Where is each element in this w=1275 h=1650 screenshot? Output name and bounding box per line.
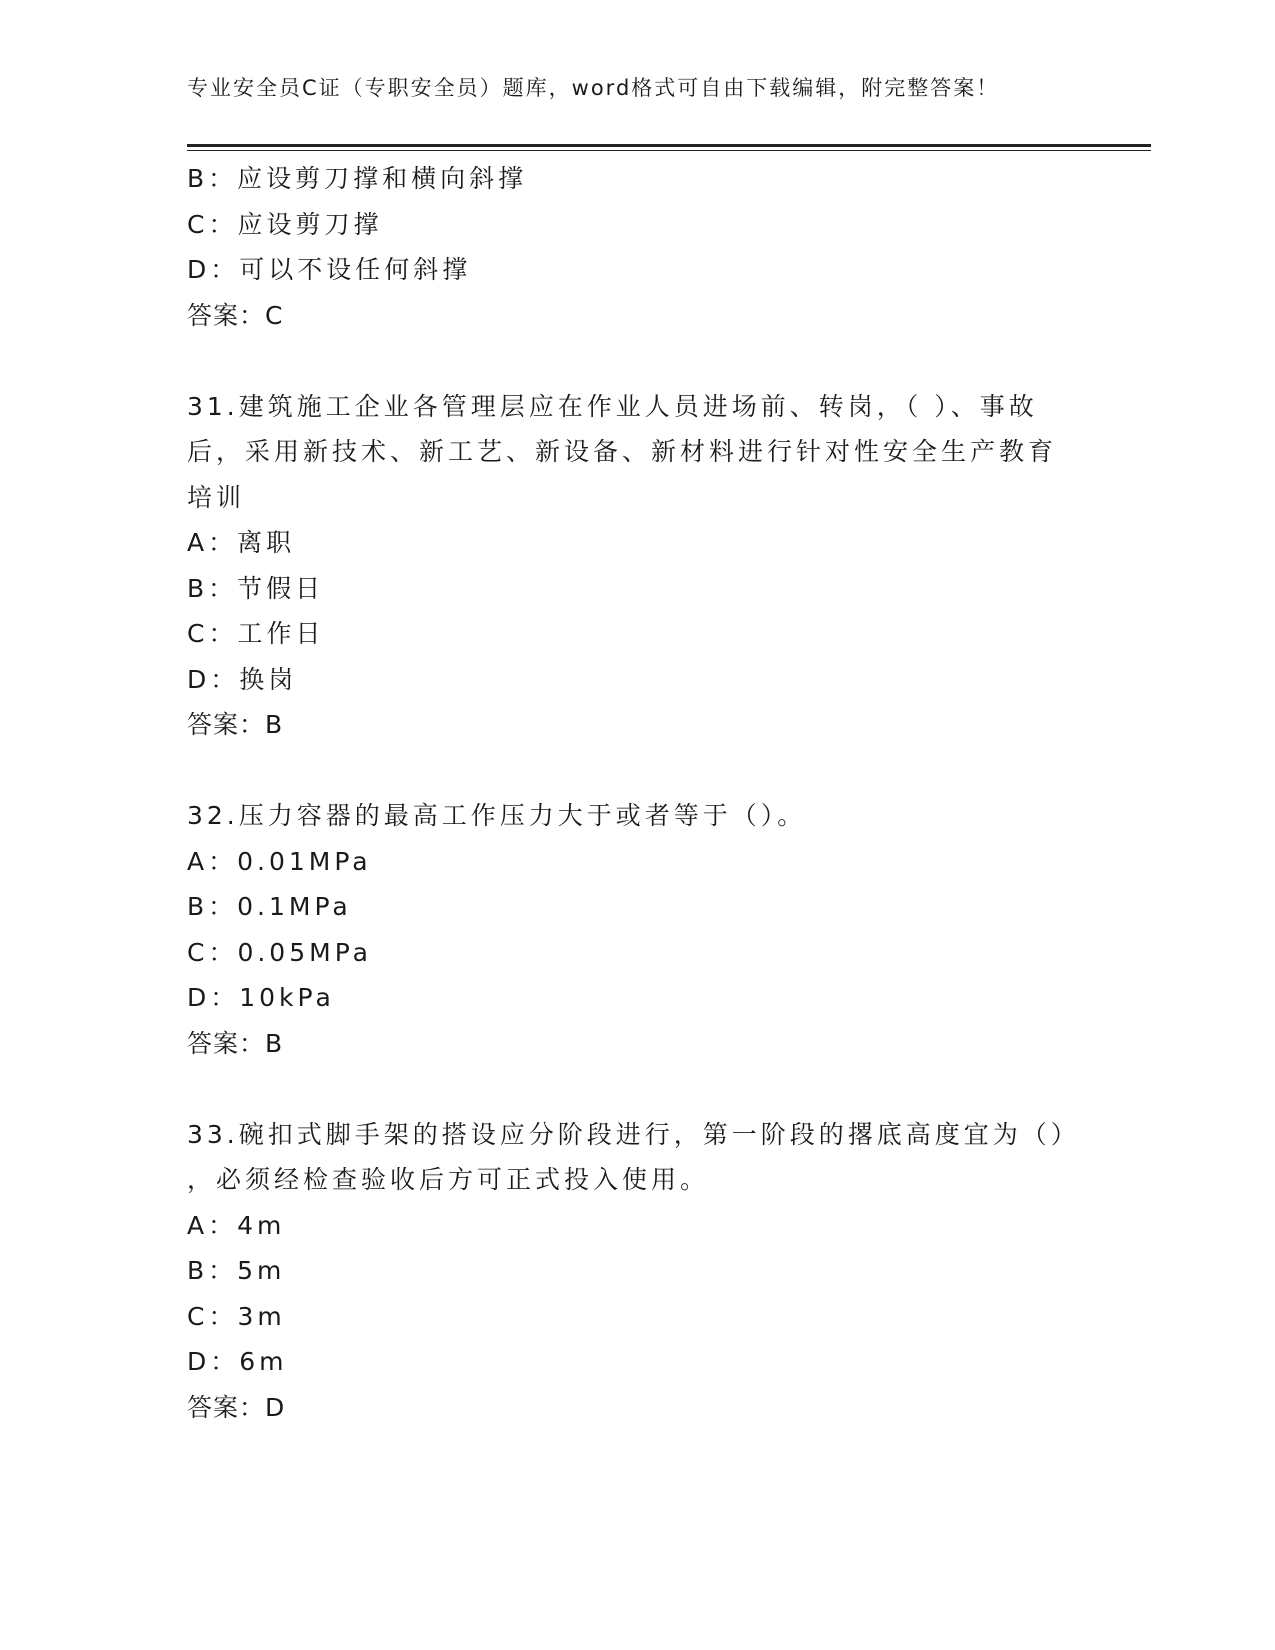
option-a: A：离职 bbox=[187, 528, 296, 557]
option-b: B：0.1MPa bbox=[187, 892, 352, 921]
document-body bbox=[187, 156, 1080, 1430]
option-a: A：0.01MPa bbox=[187, 846, 372, 876]
spacer bbox=[187, 748, 1067, 794]
header-rule-thin bbox=[187, 150, 1151, 151]
header-rule-thick bbox=[187, 144, 1151, 147]
spacer bbox=[187, 1066, 1067, 1112]
question-33 bbox=[187, 1112, 1080, 1431]
answer-line: 答案：B bbox=[187, 1028, 284, 1058]
option-d: D：6m bbox=[187, 1347, 288, 1376]
option-b: B：节假日 bbox=[187, 573, 325, 603]
stem-line: 32.压力容器的最高工作压力大于或者等于（）。 bbox=[187, 801, 807, 830]
option-c: C：应设剪刀撑 bbox=[187, 209, 383, 239]
question-stem bbox=[187, 384, 1067, 521]
answer-line: 答案：D bbox=[187, 1392, 286, 1422]
question-stem bbox=[187, 1112, 1080, 1203]
page-header: 专业安全员C证（专职安全员）题库，word格式可自由下载编辑，附完整答案！ bbox=[187, 76, 1000, 100]
option-b: B：应设剪刀撑和横向斜撑 bbox=[187, 164, 528, 193]
stem-line: 33.碗扣式脚手架的搭设应分阶段进行，第一阶段的撂底高度宜为（） bbox=[187, 1119, 1080, 1149]
spacer bbox=[187, 338, 1067, 384]
question-32 bbox=[187, 793, 1067, 1066]
option-d: D：可以不设任何斜撑 bbox=[187, 255, 472, 284]
option-c: C：0.05MPa bbox=[187, 937, 372, 967]
option-d: D：换岗 bbox=[187, 664, 298, 694]
stem-line: 后，采用新技术、新工艺、新设备、新材料进行针对性安全生产教育 bbox=[187, 437, 1058, 466]
option-b: B：5m bbox=[187, 1256, 286, 1285]
option-c: C：工作日 bbox=[187, 619, 325, 648]
stem-line: 培训 bbox=[187, 482, 246, 512]
question-31 bbox=[187, 384, 1067, 748]
option-d: D：10kPa bbox=[187, 983, 335, 1012]
option-c: C：3m bbox=[187, 1301, 286, 1331]
question-stem bbox=[187, 793, 1067, 839]
carryover-question bbox=[187, 156, 1067, 338]
answer-line: 答案：B bbox=[187, 710, 284, 739]
answer-line: 答案：C bbox=[187, 300, 284, 330]
stem-line: 31.建筑施工企业各管理层应在作业人员进场前、转岗，（ ）、事故 bbox=[187, 391, 1038, 421]
option-a: A：4m bbox=[187, 1210, 286, 1240]
stem-line: ，必须经检查验收后方可正式投入使用。 bbox=[187, 1165, 710, 1194]
